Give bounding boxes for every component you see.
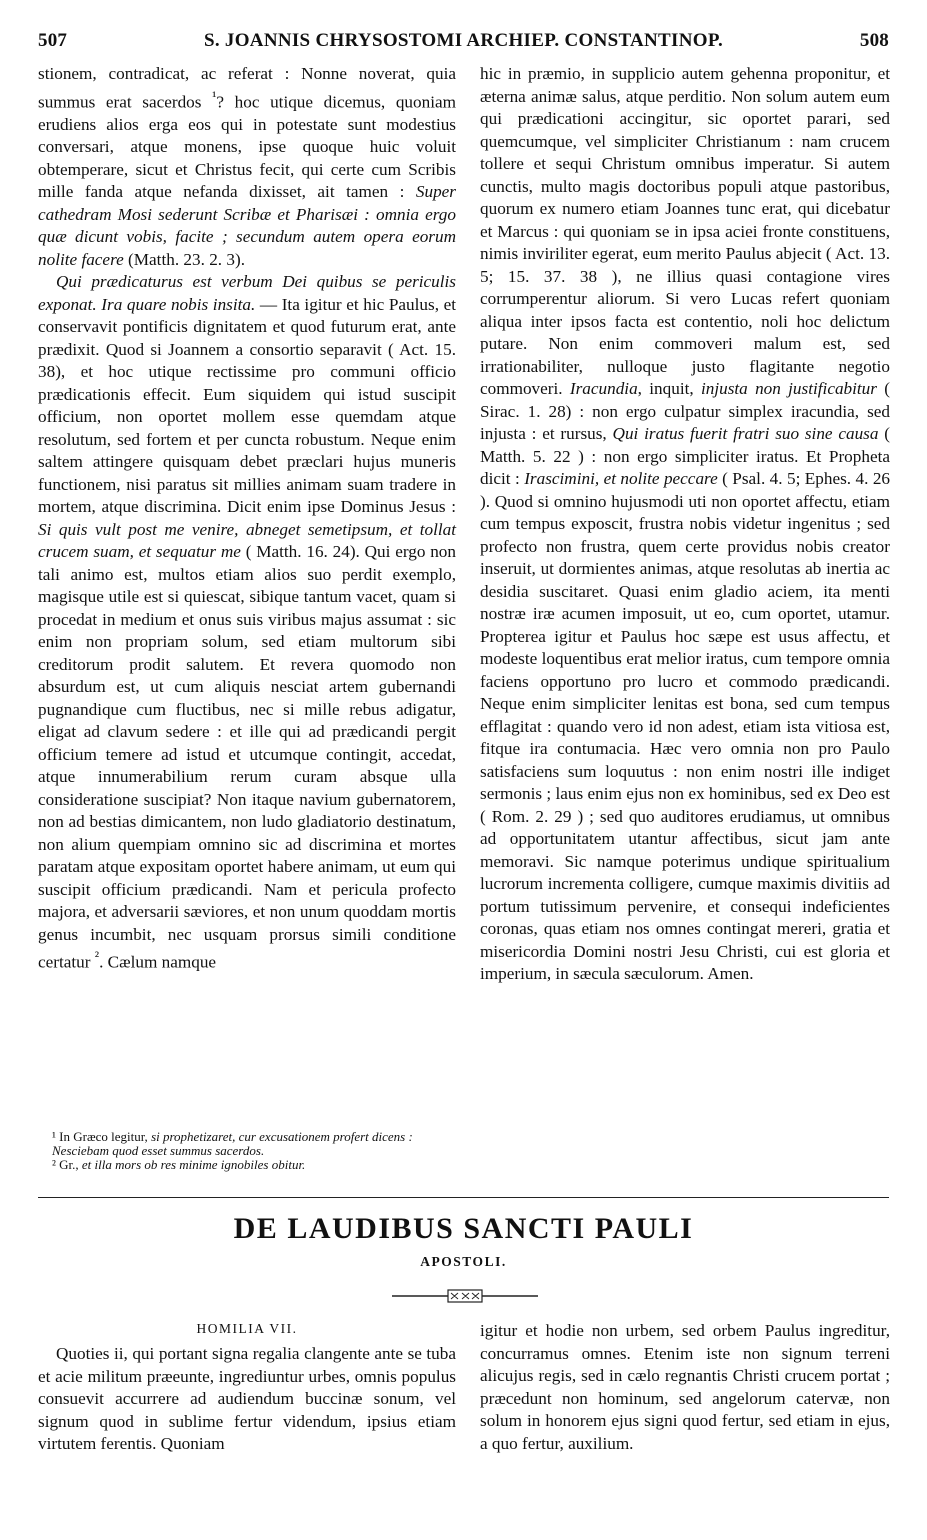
left-paragraph-2: Qui prædicaturus est verbum Dei quibus se periculis exponat. Ira quare nobis insita. — Ita igitur et hic Paulus, et conservavit pontificis dignitatem et quod futurum erat, ante prædixit. Quod si Joannem a consortio separavit ( Act. 15. 38), et hoc utique rectissime pro communi officio prædicationis effecit. Eum siquidem qui istud suscipit officium, non oportet mollem esse quemdam atque resolutum, sed fortem et per cuncta robustum. Neque enim saltem attingere quisquam debet præclari hujus muneris functionem, nisi paratus sit millies animam suam tradere in mortem, atque discrimina. Dicit enim ipse Dominus Jesus : Si quis vult post me venire, abneget semetipsum, et tollat crucem suam, et sequatur me ( Matth. 16. 24). Qui ergo non tali animo est, multos etiam alios suo perdit exemplo, magisque utile est si quiescat, sibique tantum vacet, quam si procedat in medium et onus suis viribus majus assumat : sic enim non propriam solum, sed etiam multorum sibi creditorum prodit salutem. Et revera quomodo non absurdum est, ut cum aliquis nesciat artem gubernandi pugnandique cum fluctibus, nec si mille rebus adigatur, eligat ad clavum sedere : et ille qui ad prædicandi pergit officium temere ad istud et utcumque contingit, accedat, atque innumerabilium rerum curam absque ulla consideratione suscipiat? Non itaque navium gubernatorem, non ad bestias dimicantem, non ludo gladiatorio destinatum, non alium quempiam omnino sic ad discrimina et mortes paratam atque expositam oportet habere animam, ut eum qui suscipit officium prædicandi. Nam et pericula profecto majora, et adversarii sæviores, et non unum quoddam mortis genus incumbit, nec usquam prorsus simili conditione certatur $^{^2}$. Cælum namque (38, 272, 456, 972)
right-column (480, 63, 890, 986)
footnote-1: ¹ In Græco legitur, si prophetizaret, cur excusationem profert dicens : Nesciebam quod esset summus sacerdos. (52, 1129, 413, 1158)
section-title: DE LAUDIBUS SANCTI PAULI (233, 1212, 694, 1245)
page-number-right: 508 (859, 30, 889, 51)
right-paragraph-1: hic in præmio, in supplicio autem gehenna proponitur, et æterna animæ salus, atque perditio. Non solum autem eum qui prædicationi accingitur, sic oportet parari, sed quemcumque, vel simpliciter Christianum : nam crucem tollere et sequi Christum omnibus imperatur. Si autem cunctis, multo magis doctoribus populi atque pastoribus, quorum ex numero etiam Joannes tunc erat, qui dicebatur et Marcus : qui quoniam se in ipsa aciei fronte constituens, nimis inviriliter egerat, eum merito Paulus abjecit ( Act. 13. 5; 15. 37. 38 ), ne illius quasi contagione vires corrumperentur aliorum. Si vero Lucas refert quoniam aliqua inter ipsos facta est contentio, noli hoc delictum putare. Non enim commoveri malum est, sed irrationabiliter, nulloque justo flagitante negotio commoveri. Iracundia, inquit, injusta non justificabitur ( Sirac. 1. 28) : non ergo culpatur simplex iracundia, sed injusta : et rursus, Qui iratus fuerit fratri suo sine causa ( Matth. 5. 22 ) : non ergo simpliciter iratus. Et Propheta dicit : Irascimini, et nolite peccare ( Psal. 4. 5; Ephes. 4. 26 ). Quod si omnino hujusmodi uti non oportet affectu, etiam cum tempus exposcit, frustra nobis videtur ingenitus ; sed profecto non frustra, quem certe providus nobis creator inseruit, ut dormientes animas, atque resolutas ab inertia ac desidia suscitaret. Quasi enim gladio aciem, ita menti nostræ iræ acumen imposuit, ut eo, cum oportet, utamur. Propterea igitur et Paulus hoc sæpe est usus affectu, et modeste loquentibus erat melior iratus, cum tempore omnia faciens opportuno pro lucro et commodo prædicandi. Neque enim simpliciter lenitas est bona, sed cum tempus efflagitat : quando vero id non adest, etiam ista vitiosa est, fitque ira contumacia. Hæc vero omnia non pro Paulo satisfaciens sum loquutus : non enim nostri ille indiget sermonis ; laus enim ejus non ex hominibus, sed ex Deo est ( Rom. 2. 29 ) ; sed quo auditores erudiamus, ut omnibus ad opportunitatem utantur affectibus, sicut jam ante memoravi. Sic namque poterimus undique spiritualium lucrorum incrementa colligere, cumque maximis divitiis ad portum tutissimum pervenire, et consequi indeficientes coronas, quas etiam nos omnes contingat mereri, gratia et misericordia Domini nostri Jesu Christi, cui est gloria et imperium, in sæcula sæculorum. Amen. (480, 64, 891, 983)
ornament-icon (390, 1287, 540, 1305)
footnote-2: ² Gr., et illa mors ob res minime ignobiles obitur. (52, 1157, 306, 1172)
homily-right-column (480, 1320, 890, 1455)
left-column (38, 63, 456, 974)
left-paragraph-1: stionem, contradicat, ac referat : Nonne noverat, quia summus erat sacerdos $^{^1}$? hoc utique dicemus, quoniam erudiens alios erga eos qui in potestate sunt modestius conversari, atque monens, ipse quoque huic voluit obtemperare, sicut et Christus fecit, qui certe cum Scribis mille fanda atque nefanda dixisset, ait tamen : Super cathedram Mosi sederunt Scribæ et Pharisæi : omnia ergo quæ dicunt vobis, facite ; secundum autem opera eorum nolite facere (Matth. 23. 2. 3). (38, 64, 456, 269)
page-header (38, 30, 889, 60)
footnote-ref-2: ² (94, 949, 100, 966)
section-heading-italic: Qui prædicaturus est verbum Dei quibus se periculis exponat. Ira quare nobis insita. (38, 272, 456, 314)
homily-label: HOMILIA VII. (196, 1321, 298, 1336)
scripture-quote: Si quis vult post me venire, abneget semetipsum, et tollat crucem suam, et sequatur me (38, 519, 456, 562)
page-number-left: 507 (38, 30, 68, 51)
section-subtitle: APOSTOLI. (420, 1254, 507, 1269)
homily-left-column (38, 1343, 456, 1456)
scripture-quote: Super cathedram Mosi sederunt Scribæ et Pharisæi : omnia ergo quæ dicunt vobis, facite ; secundum autem opera eorum nolite facere (38, 182, 456, 269)
homily-paragraph-right: igitur et hodie non urbem, sed orbem Paulus ingreditur, concurramus omnes. Etenim iste non signum terreni alicujus regis, sed in cælo regnantis Christi crucem portat ; præcedunt non hominum, sed angelorum catervæ, non solum in honorem ejus signi quod fertur, sed etiam in ejus, a quo fertur, auxilium. (480, 1321, 890, 1453)
homily-paragraph-left: Quoties ii, qui portant signa regalia clangente ante se tuba et acie militum præeunte, ingrediuntur urbes, omnis populus consuevit accurrere ad audiendum buccinæ sonum, vel signum quod in sublime fertur videndum, ipsius etiam virtutem ferentis. Quoniam (38, 1344, 456, 1453)
footnotes (52, 1130, 456, 1172)
footnote-ref-1: ¹ (212, 88, 217, 105)
section-divider-rule (38, 1197, 889, 1198)
running-title: S. JOANNIS CHRYSOSTOMI ARCHIEP. CONSTANTINOP. (203, 30, 724, 51)
